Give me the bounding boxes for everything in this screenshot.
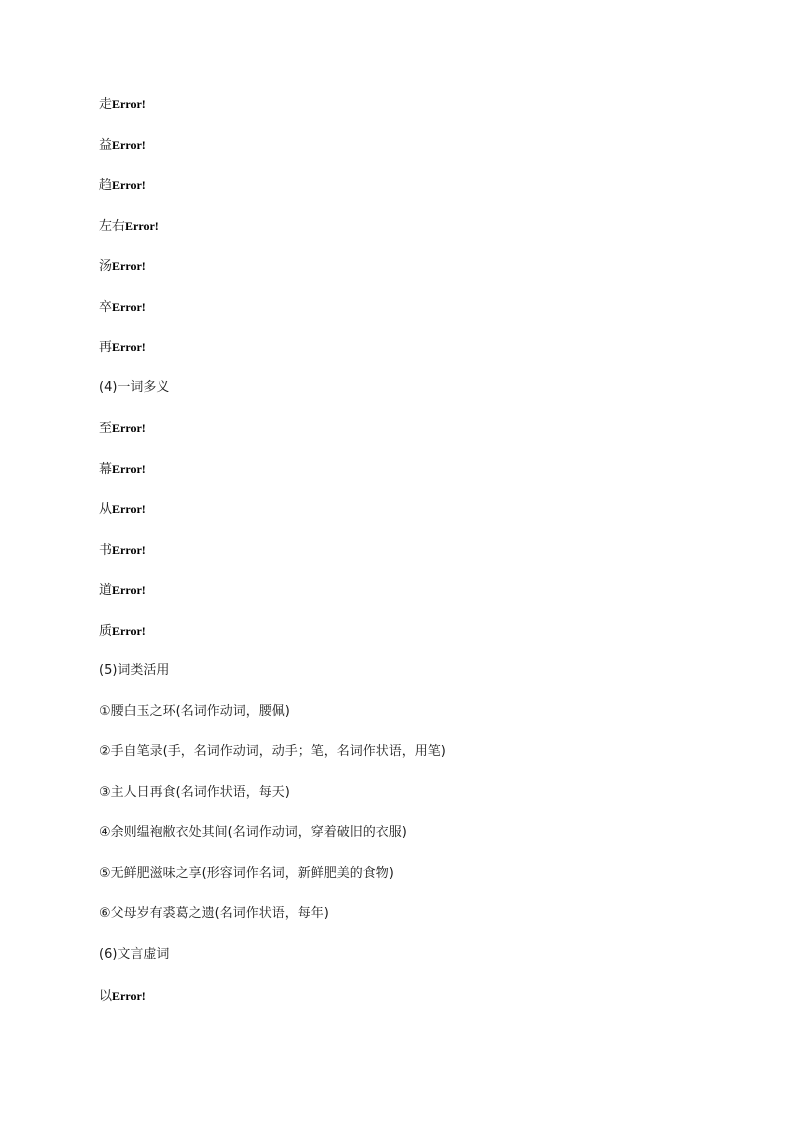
entry-word: 益 bbox=[99, 138, 113, 153]
error-field: Error! bbox=[112, 421, 146, 435]
list-item bbox=[99, 743, 446, 761]
error-field: Error! bbox=[112, 97, 146, 111]
word-entry bbox=[99, 987, 146, 1006]
word-entry bbox=[99, 136, 146, 155]
error-field: Error! bbox=[125, 219, 159, 233]
section-heading-text: (5)词类活用 bbox=[99, 663, 170, 678]
entry-word: 书 bbox=[99, 543, 113, 558]
error-field: Error! bbox=[112, 300, 146, 314]
section-heading-text: (6)文言虚词 bbox=[99, 947, 170, 962]
entry-word: 从 bbox=[99, 502, 113, 517]
entry-word: 质 bbox=[99, 624, 113, 639]
entry-word: 至 bbox=[99, 421, 113, 436]
word-entry bbox=[99, 95, 146, 114]
word-entry bbox=[99, 622, 146, 641]
section-heading bbox=[99, 379, 169, 397]
list-item-text: ⑥父母岁有裘葛之遗(名词作状语，每年) bbox=[99, 906, 329, 921]
error-field: Error! bbox=[112, 259, 146, 273]
list-item bbox=[99, 905, 329, 923]
section-heading bbox=[99, 662, 169, 680]
error-field: Error! bbox=[112, 502, 146, 516]
error-field: Error! bbox=[112, 178, 146, 192]
entry-word: 左右 bbox=[99, 219, 126, 234]
entry-word: 幕 bbox=[99, 462, 113, 477]
word-entry bbox=[99, 257, 146, 276]
list-item bbox=[99, 784, 290, 802]
word-entry bbox=[99, 581, 146, 600]
entry-word: 道 bbox=[99, 583, 113, 598]
entry-word: 卒 bbox=[99, 300, 113, 315]
error-field: Error! bbox=[112, 543, 146, 557]
error-field: Error! bbox=[112, 138, 146, 152]
list-item-text: ①腰白玉之环(名词作动词，腰佩) bbox=[99, 704, 290, 719]
word-entry bbox=[99, 419, 146, 438]
word-entry bbox=[99, 500, 146, 519]
word-entry bbox=[99, 176, 146, 195]
word-entry bbox=[99, 338, 146, 357]
error-field: Error! bbox=[112, 340, 146, 354]
entry-word: 再 bbox=[99, 340, 113, 355]
list-item-text: ⑤无鲜肥滋味之享(形容词作名词，新鲜肥美的食物) bbox=[99, 866, 394, 881]
entry-word: 汤 bbox=[99, 259, 113, 274]
entry-word: 以 bbox=[99, 989, 113, 1004]
error-field: Error! bbox=[112, 989, 146, 1003]
section-heading-text: (4)一词多义 bbox=[99, 380, 170, 395]
entry-word: 走 bbox=[99, 97, 113, 112]
list-item bbox=[99, 865, 394, 883]
entry-word: 趋 bbox=[99, 178, 113, 193]
word-entry bbox=[99, 541, 146, 560]
word-entry bbox=[99, 460, 146, 479]
list-item-text: ③主人日再食(名词作状语，每天) bbox=[99, 785, 290, 800]
error-field: Error! bbox=[112, 583, 146, 597]
word-entry bbox=[99, 298, 146, 317]
error-field: Error! bbox=[112, 624, 146, 638]
list-item bbox=[99, 703, 290, 721]
list-item bbox=[99, 824, 407, 842]
list-item-text: ④余则缊袍敝衣处其间(名词作动词，穿着破旧的衣服) bbox=[99, 825, 407, 840]
error-field: Error! bbox=[112, 462, 146, 476]
section-heading bbox=[99, 946, 169, 964]
list-item-text: ②手自笔录(手，名词作动词，动手；笔，名词作状语，用笔) bbox=[99, 744, 446, 759]
word-entry bbox=[99, 217, 159, 236]
